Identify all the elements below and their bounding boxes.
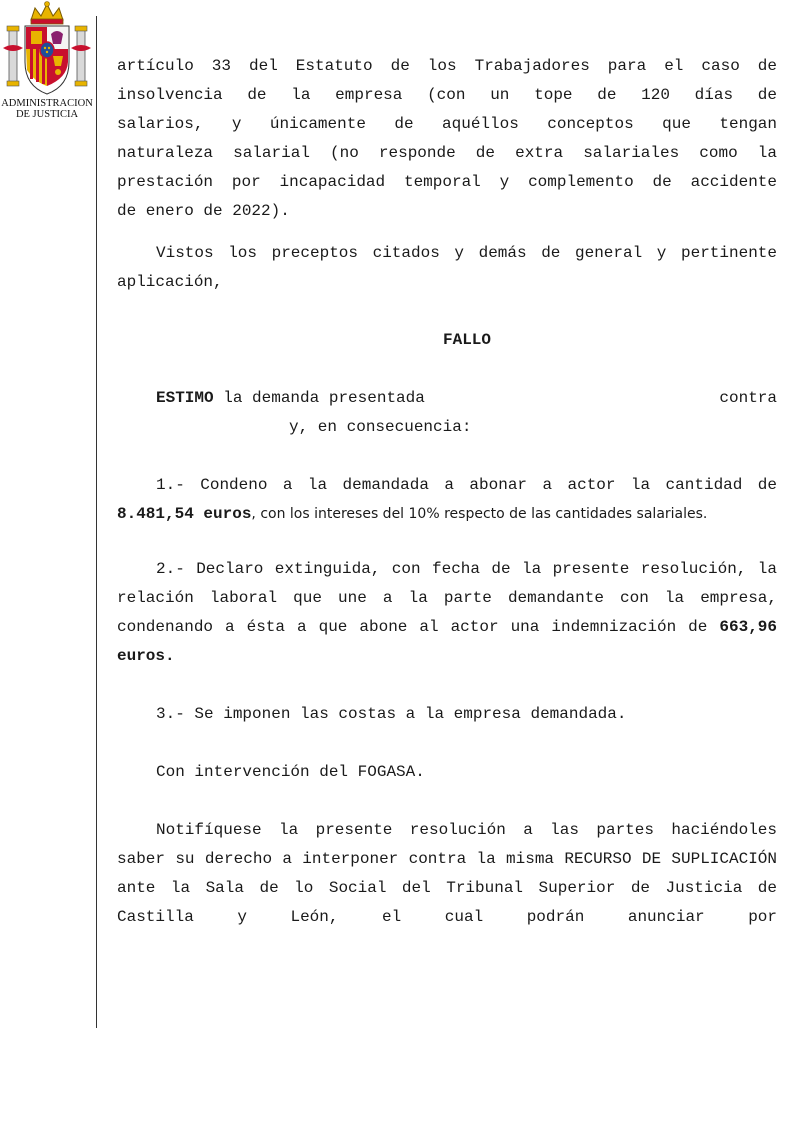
- item-1-rest: , con los intereses del 10% respecto de las cantidades salariales.: [251, 506, 708, 522]
- logo-line-1: ADMINISTRACION: [1, 98, 93, 109]
- text-line: prestación por incapacidad temporal y complemento de accidente: [117, 173, 777, 191]
- text-line: insolvencia de la empresa (con un tope de 120 días de: [117, 86, 777, 104]
- item-1-amount: 8.481,54 euros: [117, 505, 252, 523]
- paragraph-continuation: [117, 52, 777, 226]
- paragraph-estimo: [117, 384, 777, 442]
- margin-rule: [96, 16, 97, 1028]
- logo: [0, 0, 94, 124]
- paragraph-item-1: [117, 471, 777, 529]
- text-line: naturaleza salarial (no responde de extra salariales como la: [117, 144, 777, 162]
- paragraph-item-3: 3.- Se imponen las costas a la empresa demandada.: [156, 705, 627, 723]
- text-line: de enero de 2022).: [117, 202, 290, 220]
- paragraph-fogasa: Con intervención del FOGASA.: [156, 763, 425, 781]
- fallo-heading: FALLO: [442, 331, 491, 349]
- estimo-contra: contra: [719, 389, 777, 407]
- text-line: salarios, y únicamente de aquéllos conceptos que tengan: [117, 115, 777, 133]
- estimo-label: ESTIMO: [156, 389, 214, 407]
- item-1-start: 1.- Condeno a la demandada a abonar a actor la cantidad de: [156, 476, 777, 494]
- document-body: [117, 52, 777, 932]
- text-line: artículo 33 del Estatuto de los Trabajadores para el caso de: [117, 57, 777, 75]
- logo-line-2: DE JUSTICIA: [15, 109, 79, 120]
- paragraph-item-2: [117, 555, 777, 671]
- item-2-amount: 663,96 euros.: [117, 618, 777, 665]
- paragraph-vistos: Vistos los preceptos citados y demás de general y pertinente aplicación,: [117, 244, 777, 291]
- item-2-text: 2.- Declaro extinguida, con fecha de la presente resolución, la relación laboral que une a la parte demandante con la empresa, condenando a ésta a que abone al actor una indemnización de: [117, 560, 777, 636]
- coat-of-arms-icon: [1, 0, 93, 98]
- estimo-text: la demanda presentada: [223, 389, 425, 407]
- estimo-line-2: y, en consecuencia:: [289, 418, 472, 436]
- paragraph-notificacion: Notifíquese la presente resolución a las partes haciéndoles saber su derecho a interponer contra la misma RECURSO DE SUPLICACIÓN ante la Sala de lo Social del Tribunal Superior de Justicia de Castilla y León, el cual podrán anunciar por: [117, 821, 777, 926]
